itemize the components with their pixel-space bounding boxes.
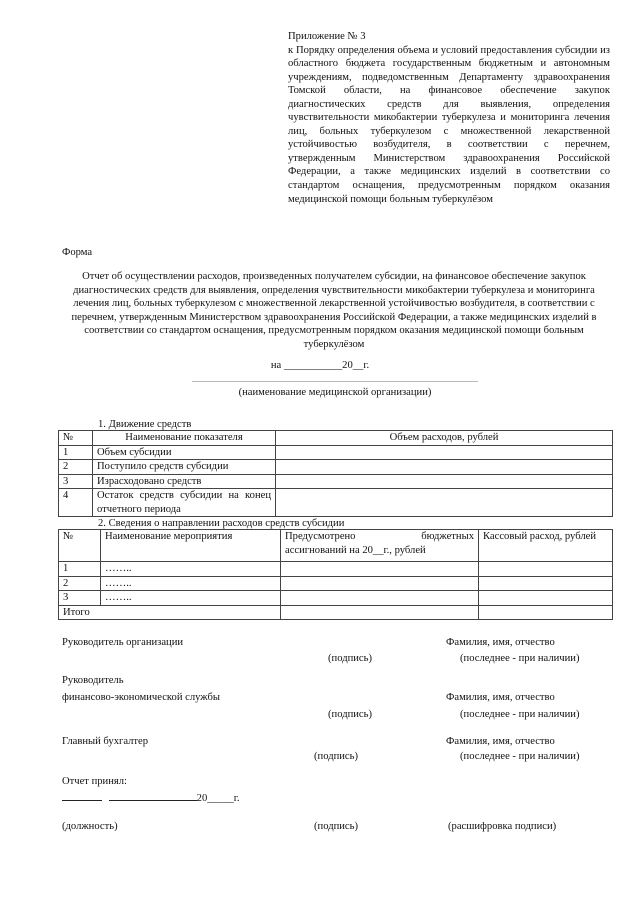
table-total-row bbox=[59, 605, 613, 620]
table-row bbox=[59, 489, 613, 517]
section2-title: 2. Сведения о направлении расходов средств субсидии bbox=[98, 518, 345, 529]
date-year: 20_____г. bbox=[196, 793, 240, 804]
row-name: …….. bbox=[101, 591, 281, 606]
fio-note: (последнее - при наличии) bbox=[460, 709, 580, 720]
row-number: 3 bbox=[59, 474, 93, 489]
header-cell: Кассовый расход, рублей bbox=[479, 530, 613, 562]
row-number: 1 bbox=[59, 562, 101, 577]
row-spent bbox=[479, 562, 613, 577]
appendix-block bbox=[288, 30, 610, 206]
section1-title: 1. Движение средств bbox=[98, 419, 192, 430]
row-spent bbox=[479, 576, 613, 591]
table-row bbox=[59, 445, 613, 460]
row-value bbox=[276, 460, 613, 475]
period-year: 20__г. bbox=[342, 360, 370, 371]
decode-caption: (расшифровка подписи) bbox=[448, 821, 557, 832]
header-cell: № bbox=[59, 431, 93, 446]
row-number: 2 bbox=[59, 576, 101, 591]
header-cell: Предусмотрено бюджетных ассигнований на 20__г., рублей bbox=[281, 530, 479, 562]
row-spent bbox=[479, 591, 613, 606]
fio-caption: Фамилия, имя, отчество bbox=[446, 692, 555, 703]
row-value bbox=[276, 445, 613, 460]
header-cell: Наименование показателя bbox=[93, 431, 276, 446]
row-value bbox=[276, 474, 613, 489]
row-planned bbox=[281, 591, 479, 606]
total-label: Итого bbox=[59, 605, 281, 620]
form-label: Форма bbox=[62, 247, 93, 258]
signature-role: Главный бухгалтер bbox=[62, 736, 149, 747]
total-planned bbox=[281, 605, 479, 620]
header-cell: № bbox=[59, 530, 101, 562]
period-prefix: на bbox=[270, 360, 282, 371]
signature-role: Руководитель организации bbox=[62, 637, 184, 648]
table-row bbox=[59, 474, 613, 489]
report-period bbox=[0, 359, 640, 373]
signature-role-line1: Руководитель bbox=[62, 675, 124, 686]
date-day-blank bbox=[62, 790, 102, 801]
signature-caption: (подпись) bbox=[328, 709, 372, 720]
table-row bbox=[59, 562, 613, 577]
date-month-blank bbox=[109, 790, 197, 801]
period-blank: ___________ bbox=[283, 360, 343, 371]
signature-caption: (подпись) bbox=[314, 751, 358, 762]
expense-directions-table bbox=[58, 529, 613, 620]
table-header-row bbox=[59, 431, 613, 446]
row-name: Остаток средств субсидии на конец отчетного периода bbox=[93, 489, 276, 517]
position-caption: (должность) bbox=[62, 821, 118, 832]
total-spent bbox=[479, 605, 613, 620]
header-cell: Объем расходов, рублей bbox=[276, 431, 613, 446]
fio-note: (последнее - при наличии) bbox=[460, 751, 580, 762]
funds-movement-table bbox=[58, 430, 613, 517]
acceptance-sign-caption: (подпись) bbox=[314, 821, 358, 832]
row-name: Поступило средств субсидии bbox=[93, 460, 276, 475]
appendix-text: к Порядку определения объема и условий предоставления субсидии из областного бюджета государственным бюджетным и автономным учреждениям, подведомственным Департаменту здравоохранения Томской области, на финансовое обеспечение закупок диагностических средств для выявления, определения чувствительности микобактерии туберкулеза и мониторинга лечения лиц, больных туберкулезом с множественной лекарственной устойчивостью возбудителя, в соответствии с перечнем, утвержденным Министерством здравоохранения Российской Федерации, а также медицинских изделий в соответствии со стандартом оснащения, предусмотренным порядком оказания медицинской помощи больным туберкулёзом bbox=[288, 44, 610, 205]
header-cell: Наименование мероприятия bbox=[101, 530, 281, 562]
report-title: Отчет об осуществлении расходов, произведенных получателем субсидии, на финансовое обеспечение закупок диагностических средств для выявления, определения чувствительности микобактерии туберкулеза и мониторинга лечения лиц, больных туберкулезом с множественной лекарственной устойчивостью возбудителя, в соответствии с перечнем, утвержденным Министерством здравоохранения Российской Федерации, а также медицинских изделий в соответствии со стандартом оснащения, предусмотренным порядком оказания медицинской помощи больным туберкулёзом bbox=[71, 271, 597, 350]
row-number: 3 bbox=[59, 591, 101, 606]
row-number: 1 bbox=[59, 445, 93, 460]
fio-caption: Фамилия, имя, отчество bbox=[446, 637, 555, 648]
table-row bbox=[59, 576, 613, 591]
org-name-line bbox=[192, 381, 478, 382]
fio-caption: Фамилия, имя, отчество bbox=[446, 736, 555, 747]
row-name: …….. bbox=[101, 562, 281, 577]
table-row bbox=[59, 460, 613, 475]
row-value bbox=[276, 489, 613, 517]
row-name: …….. bbox=[101, 576, 281, 591]
row-number: 2 bbox=[59, 460, 93, 475]
row-planned bbox=[281, 576, 479, 591]
row-name: Израсходовано средств bbox=[93, 474, 276, 489]
signature-role: финансово-экономической службы bbox=[62, 692, 220, 703]
table-row bbox=[59, 591, 613, 606]
signature-caption: (подпись) bbox=[328, 653, 372, 664]
org-name-caption: (наименование медицинской организации) bbox=[238, 387, 432, 398]
table-header-row bbox=[59, 530, 613, 562]
fio-note: (последнее - при наличии) bbox=[460, 653, 580, 664]
row-planned bbox=[281, 562, 479, 577]
acceptance-label: Отчет принял: bbox=[62, 776, 127, 787]
row-name: Объем субсидии bbox=[93, 445, 276, 460]
acceptance-date bbox=[62, 790, 240, 806]
appendix-heading: Приложение № 3 bbox=[288, 31, 366, 42]
row-number: 4 bbox=[59, 489, 93, 517]
